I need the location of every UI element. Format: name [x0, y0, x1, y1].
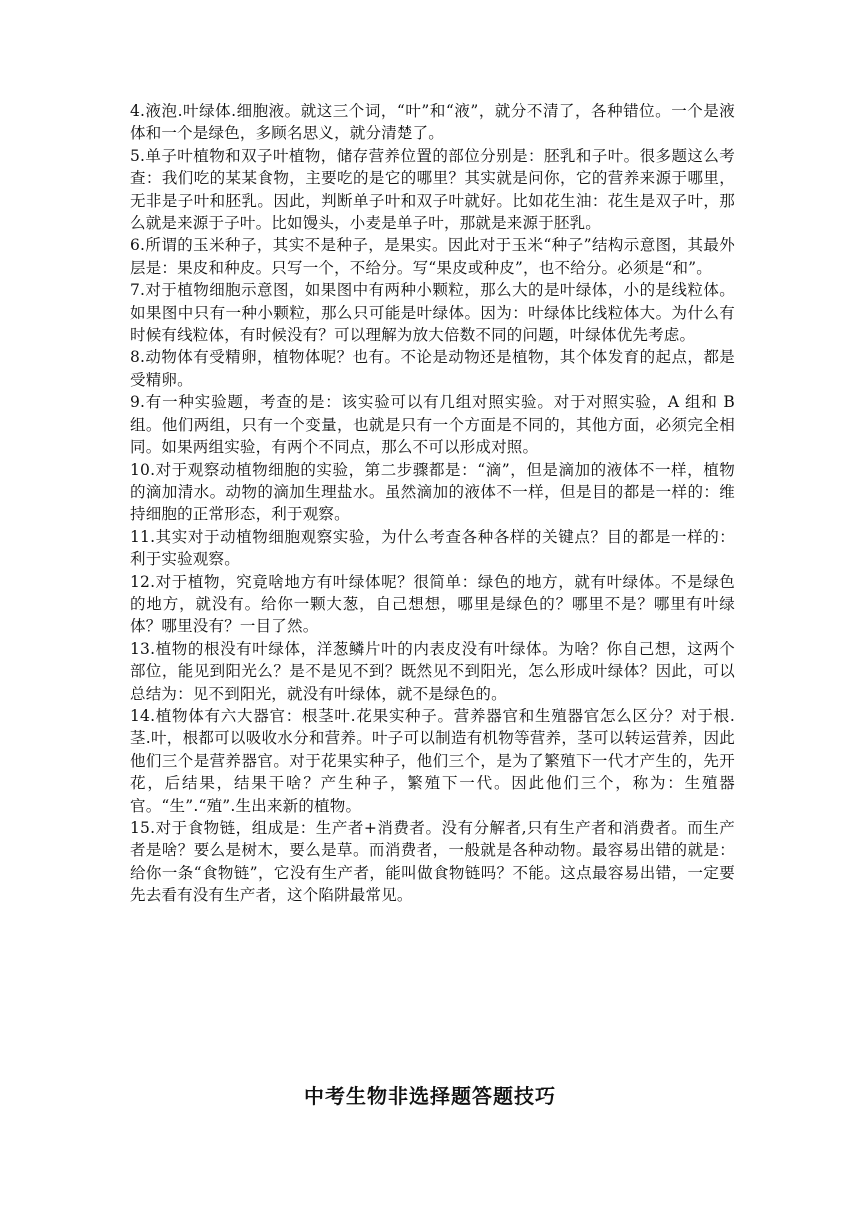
paragraph-10: 10.对于观察动植物细胞的实验，第二步骤都是：“滴”，但是滴加的液体不一样，植物的滴加清水。动物的滴加生理盐水。虽然滴加的液体不一样，但是目的都是一样的：维持细胞的正常形态，利于观察。 [130, 460, 735, 524]
paragraph-9: 9.有一种实验题，考查的是：该实验可以有几组对照实验。对于对照实验，A 组和 B 组。他们两组，只有一个变量，也就是只有一个方面是不同的，其他方面，必须完全相同。如果两组实验，有两个不同点，那么不可以形成对照。 [130, 393, 735, 457]
paragraph-4: 4.液泡.叶绿体.细胞液。就这三个词，“叶”和“液”，就分不清了，各种错位。一个是液体和一个是绿色，多顾名思义，就分清楚了。 [130, 102, 735, 143]
section-heading: 中考生物非选择题答题技巧 [304, 1084, 556, 1108]
paragraph-6: 6.所谓的玉米种子，其实不是种子，是果实。因此对于玉米“种子”结构示意图，其最外层是：果皮和种皮。只写一个，不给分。写“果皮或种皮”，也不给分。必须是“和”。 [130, 236, 735, 277]
paragraph-12: 12.对于植物，究竟啥地方有叶绿体呢？很简单：绿色的地方，就有叶绿体。不是绿色的地方，就没有。给你一颗大葱，自己想想，哪里是绿色的？哪里不是？哪里有叶绿体？哪里没有？一目了然。 [130, 572, 735, 636]
paragraph-7: 7.对于植物细胞示意图，如果图中有两种小颗粒，那么大的是叶绿体，小的是线粒体。如果图中只有一种小颗粒，那么只可能是叶绿体。因为：叶绿体比线粒体大。为什么有时候有线粒体，有时候没有？可以理解为放大倍数不同的问题，叶绿体优先考虑。 [130, 281, 735, 345]
document-body [130, 100, 735, 907]
paragraph-14: 14.植物体有六大器官：根茎叶.花果实种子。营养器官和生殖器官怎么区分？对于根.茎.叶，根都可以吸收水分和营养。叶子可以制造有机物等营养，茎可以转运营养，因此他们三个是营养器官。对于花果实种子，他们三个，是为了繁殖下一代才产生的，先开花，后结果，结果干啥？产生种子，繁殖下一代。因此他们三个，称为：生殖器官。“生”.“殖”.生出来新的植物。 [130, 706, 735, 815]
paragraph-13: 13.植物的根没有叶绿体，洋葱鳞片叶的内表皮没有叶绿体。为啥？你自己想，这两个部位，能见到阳光么？是不是见不到？既然见不到阳光，怎么形成叶绿体？因此，可以总结为：见不到阳光，就没有叶绿体，就不是绿色的。 [130, 639, 735, 703]
paragraph-11: 11.其实对于动植物细胞观察实验，为什么考查各种各样的关键点？目的都是一样的：利于实验观察。 [130, 527, 735, 569]
paragraph-15: 15.对于食物链，组成是：生产者+消费者。没有分解者,只有生产者和消费者。而生产者是啥？要么是树木，要么是草。而消费者，一般就是各种动物。最容易出错的就是：给你一条“食物链”，它没有生产者，能叫做食物链吗？不能。这点最容易出错，一定要先去看有没有生产者，这个陷阱最常见。 [130, 819, 735, 905]
paragraph-5: 5.单子叶植物和双子叶植物，储存营养位置的部位分别是：胚乳和子叶。很多题这么考查：我们吃的某某食物，主要吃的是它的哪里？其实就是问你，它的营养来源于哪里，无非是子叶和胚乳。因此，判断单子叶和双子叶就好。比如花生油：花生是双子叶，那么就是来源于子叶。比如馒头，小麦是单子叶，那就是来源于胚乳。 [130, 146, 735, 233]
paragraph-8: 8.动物体有受精卵，植物体呢？也有。不论是动物还是植物，其个体发育的起点，都是受精卵。 [130, 348, 735, 389]
